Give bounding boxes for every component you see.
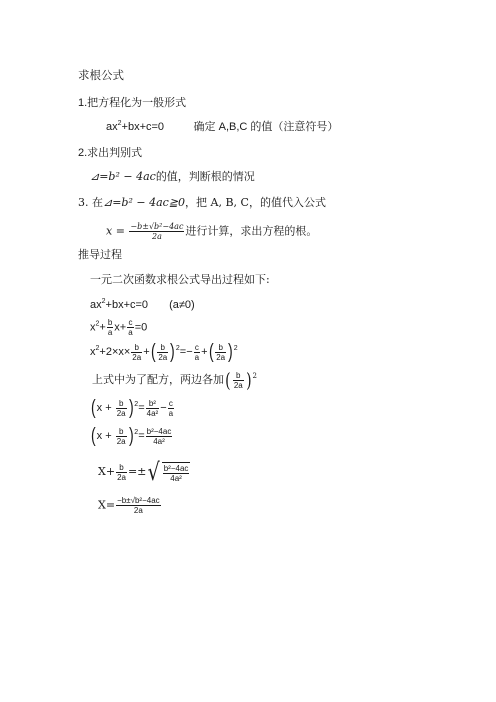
- line4-frac-b-2a: [233, 371, 244, 390]
- line8-x: X=: [98, 498, 116, 512]
- line5-x: x +: [96, 401, 115, 414]
- line7-num: b²−4ac: [163, 463, 189, 473]
- line2-sup: 2: [95, 320, 100, 328]
- line7-x: X+: [98, 465, 116, 478]
- line2-x: x+: [114, 321, 127, 334]
- line5-f-den: 2a: [116, 408, 126, 418]
- line3-paren-close: ): [170, 341, 175, 363]
- line3-b: +2×x×: [99, 345, 131, 358]
- line3-f4-num: b: [215, 343, 226, 353]
- step1-eq-left: ax: [106, 121, 118, 133]
- line5-sq: 2: [134, 400, 139, 408]
- line6-frac-disc: [146, 427, 173, 446]
- line4-paren-open: (: [225, 368, 231, 392]
- step3-formula-lhs: x =: [106, 224, 125, 238]
- step2-expr: ⊿=b² − 4ac: [90, 170, 156, 183]
- step3-formula-den: 2a: [151, 232, 162, 241]
- line5-frac-c-a: [168, 399, 174, 418]
- line5-n2: c: [168, 398, 173, 408]
- line3-f3-num: c: [194, 342, 199, 352]
- line3-paren2-close: ): [228, 341, 233, 363]
- line2-plus: +: [99, 321, 106, 334]
- step3-suffix: ，把 A, B, C，的值代入公式: [185, 196, 326, 209]
- line1-a: ax: [90, 299, 102, 311]
- step1-eq-sup: 2: [117, 120, 122, 127]
- line2-f2-den: a: [128, 328, 133, 337]
- line6-frac-b-2a: [116, 427, 127, 446]
- line2-frac-b-a: [107, 318, 113, 337]
- line3-plus2: +: [201, 345, 208, 358]
- line6-eq: =: [138, 429, 145, 442]
- line5-eq: =: [138, 401, 145, 414]
- step3-formula-num: −b±√b²−4ac: [130, 222, 184, 231]
- line3-frac-c-a: [194, 343, 200, 362]
- line3-eq: =−: [179, 345, 193, 358]
- line7-f-den: 2a: [117, 472, 126, 482]
- step1-eq-right: +bx+c=0: [121, 121, 165, 133]
- line5-paren-close: ): [128, 397, 134, 419]
- line7-frac-b-2a: [116, 463, 127, 482]
- line3-f3-den: a: [194, 352, 200, 362]
- line4-paren-close: ): [245, 368, 252, 392]
- line6-f-num: b: [116, 427, 127, 437]
- line5-d1: 4a²: [146, 408, 159, 418]
- line5-frac-b-2a: [116, 399, 127, 418]
- line6-sq: 2: [134, 428, 139, 436]
- line3-sup: 2: [95, 344, 100, 352]
- line3-f1-den: 2a: [132, 352, 142, 362]
- line1-sup: 2: [101, 298, 106, 305]
- line5-d2: a: [168, 408, 174, 418]
- line8-den: 2a: [133, 506, 143, 515]
- step3-prefix: 3. 在: [78, 196, 103, 209]
- line3-f2-num: b: [157, 343, 168, 353]
- line7-eq: =±: [127, 465, 147, 478]
- line3-sq2: 2: [233, 344, 238, 352]
- line7-frac-disc: [163, 464, 190, 483]
- derivation-line3: [90, 342, 238, 362]
- line4-f-num: b: [233, 371, 244, 381]
- derivation-line5: [90, 398, 175, 418]
- derivation-heading: 推导过程: [78, 248, 122, 261]
- line8-frac-formula: [116, 496, 161, 515]
- line3-sq: 2: [175, 344, 180, 352]
- line8-num: −b±√b²−4ac: [117, 496, 160, 505]
- line5-frac-b2-4a2: [146, 399, 160, 418]
- step1-equation-row: [106, 120, 338, 134]
- line2-frac-c-a: [127, 318, 133, 337]
- step2-heading: 2.求出判别式: [78, 147, 143, 159]
- line7-den: 4a²: [170, 473, 182, 483]
- line3-frac-b-2a-sq2: [215, 343, 226, 362]
- line3-f2-den: 2a: [158, 352, 168, 362]
- line4-text: 上式中为了配方，两边各加: [92, 373, 224, 386]
- line6-x: x +: [96, 429, 115, 442]
- line6-den: 4a²: [153, 436, 165, 446]
- line2-a: x: [90, 321, 96, 334]
- derivation-line7: [98, 460, 190, 484]
- line2-eq: =0: [134, 321, 148, 334]
- step3-formula-row: [106, 222, 317, 241]
- derivation-line4: [92, 370, 257, 390]
- line3-paren2-open: (: [208, 341, 214, 363]
- line6-num: b²−4ac: [146, 426, 172, 436]
- derivation-line6: [90, 426, 173, 446]
- derivation-line8: [98, 496, 162, 515]
- line3-f1-num: b: [131, 343, 142, 353]
- line3-frac-b-2a-sq: [157, 343, 168, 362]
- derivation-line1: [90, 298, 195, 312]
- line6-f-den: 2a: [116, 436, 126, 446]
- line5-minus: −: [160, 401, 167, 414]
- step1-note: 确定 A,B,C 的值（注意符号）: [193, 121, 339, 133]
- line4-f-den: 2a: [233, 380, 243, 390]
- line2-f2-num: c: [128, 318, 133, 327]
- step3-expr: ⊿=b² − 4ac≧0: [103, 196, 186, 209]
- line5-f-num: b: [116, 399, 127, 409]
- derivation-intro: 一元二次函数求根公式导出过程如下:: [90, 273, 270, 286]
- line2-f1-num: b: [107, 318, 113, 327]
- radical-sign-icon: √: [147, 458, 161, 486]
- step2-text: 的值，判断根的情况: [155, 170, 255, 183]
- line5-n1: b²: [146, 399, 160, 409]
- line7-f-num: b: [116, 463, 127, 473]
- line3-plus: +: [143, 345, 150, 358]
- line2-f1-den: a: [107, 328, 113, 337]
- line1-condition: (a≠0): [169, 299, 195, 311]
- page-title: 求根公式: [78, 68, 124, 82]
- line3-a: x: [90, 345, 96, 358]
- line7-radical: [146, 460, 190, 484]
- line1-b: +bx+c=0: [105, 299, 149, 311]
- line3-f4-den: 2a: [216, 352, 226, 362]
- line3-frac-b-2a: [131, 343, 142, 362]
- line5-paren-open: (: [91, 397, 96, 419]
- line6-paren-open: (: [91, 425, 96, 447]
- step3-row: [78, 196, 326, 210]
- line6-paren-close: ): [128, 425, 134, 447]
- step2-row: [90, 170, 255, 184]
- step3-formula-fraction: [129, 222, 184, 241]
- line3-paren-open: (: [150, 341, 156, 363]
- step1-heading: 1.把方程化为一般形式: [78, 97, 187, 109]
- derivation-line2: [90, 318, 147, 337]
- step3-formula-text: 进行计算，求出方程的根。: [185, 224, 318, 238]
- line4-sq: 2: [252, 372, 257, 380]
